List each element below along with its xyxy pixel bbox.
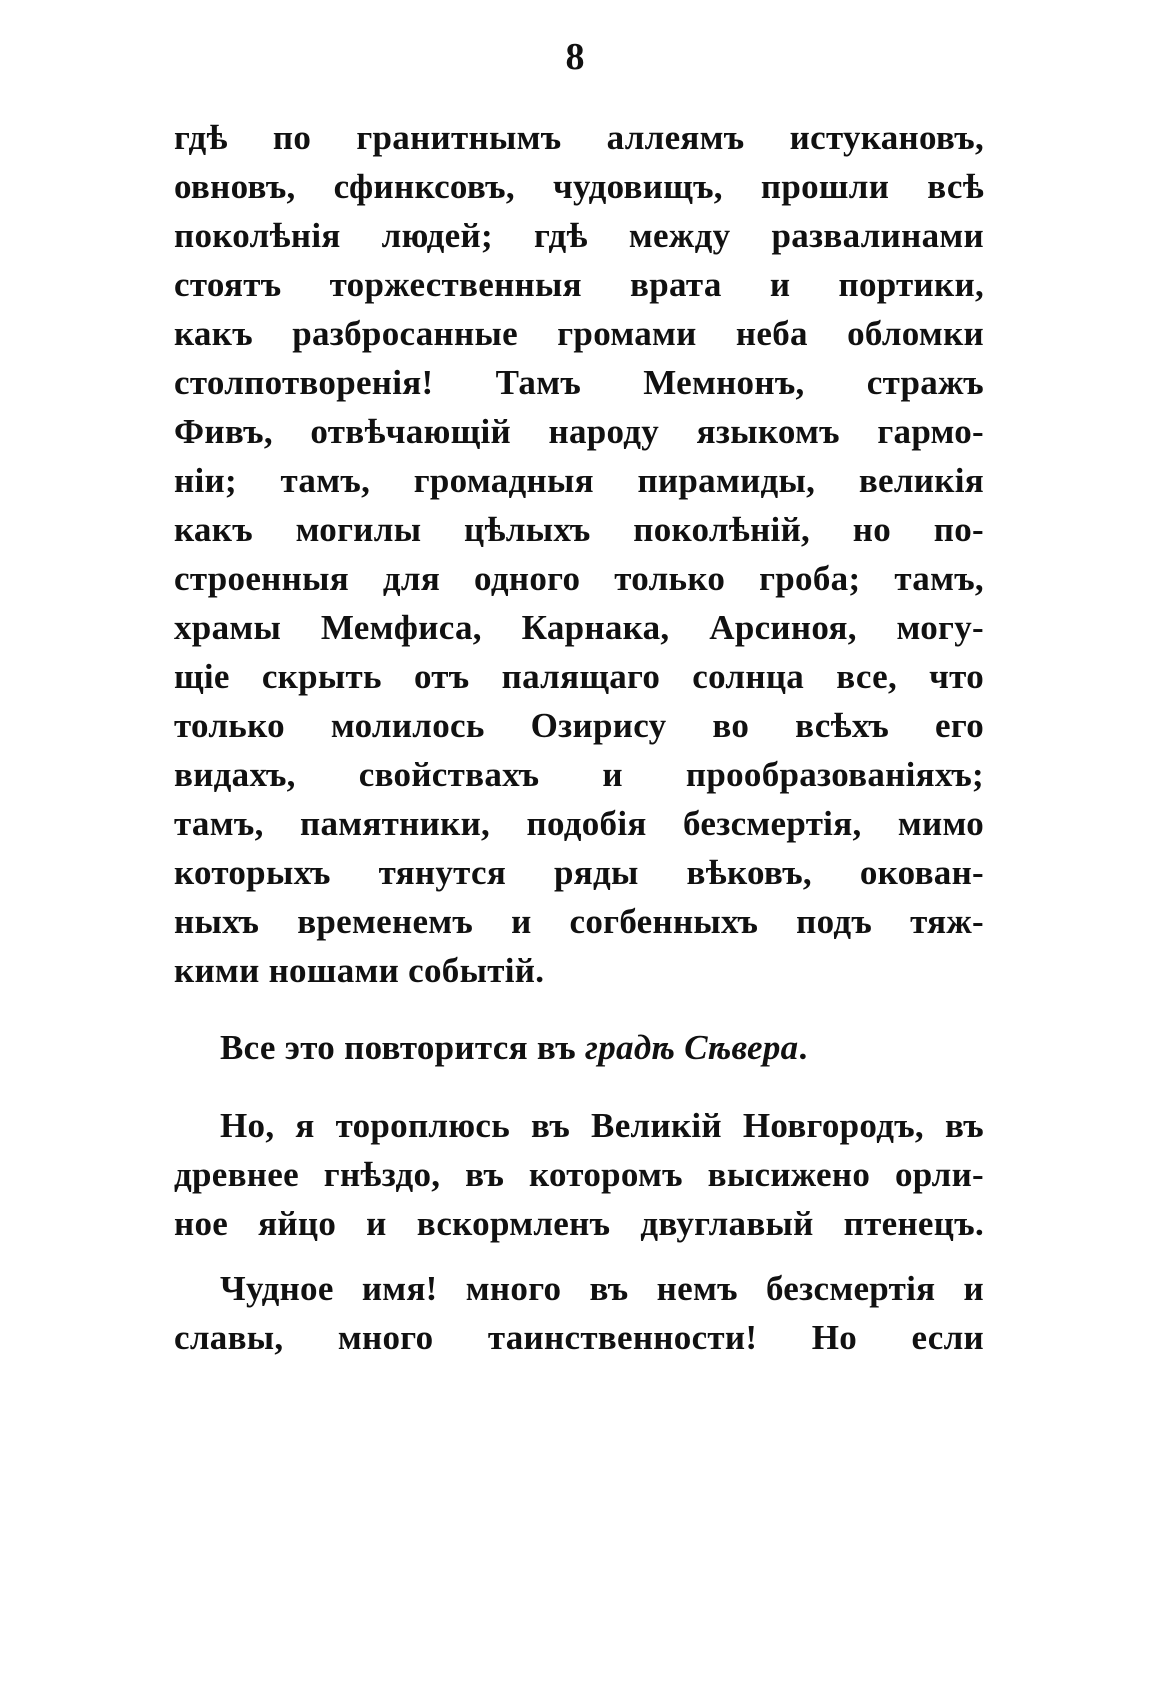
text-line: Фивъ, отвѣчающій народу языкомъ гармо-	[174, 412, 984, 451]
text-line: которыхъ тянутся ряды вѣковъ, окован-	[174, 853, 984, 892]
page-number: 8	[565, 36, 585, 78]
text-line: тамъ, памятники, подобія безсмертія, мимо	[174, 804, 984, 843]
text-line: видахъ, свойствахъ и прообразованіяхъ;	[174, 755, 984, 794]
text-italic: градѣ Сѣвера	[585, 1028, 799, 1067]
text-line: какъ разбросанные громами неба обломки	[174, 314, 984, 353]
text-line: поколѣнія людей; гдѣ между развалинами	[174, 216, 984, 255]
text-line: древнее гнѣздо, въ которомъ высижено орли-	[174, 1155, 984, 1194]
text-line: стоятъ торжественныя врата и портики,	[174, 265, 984, 304]
text-line: только молилось Озирису во всѣхъ его	[174, 706, 984, 745]
text-line: храмы Мемфиса, Карнака, Арсиноя, могу-	[174, 608, 984, 647]
text-line: Чудное имя! много въ немъ безсмертія и	[220, 1269, 984, 1308]
text-regular: .	[798, 1028, 808, 1067]
text-line: щіе скрыть отъ палящаго солнца все, что	[174, 657, 984, 696]
text-regular: Все это повторится въ	[220, 1028, 586, 1067]
text-line: ныхъ временемъ и согбенныхъ подъ тяж-	[174, 902, 984, 941]
text-line: гдѣ по гранитнымъ аллеямъ истукановъ,	[174, 118, 984, 157]
text-line: строенныя для одного только гроба; тамъ,	[174, 559, 984, 598]
text-line: ніи; тамъ, громадныя пирамиды, великія	[174, 461, 984, 500]
text-line: славы, много таинственности! Но если	[174, 1318, 984, 1357]
text-line: какъ могилы цѣлыхъ поколѣній, но по-	[174, 510, 984, 549]
text-line: овновъ, сфинксовъ, чудовищъ, прошли всѣ	[174, 167, 984, 206]
text-line: Но, я тороплюсь въ Великій Новгородъ, въ	[220, 1106, 984, 1145]
text-line: кими ношами событій.	[174, 951, 545, 990]
text-line: ное яйцо и вскормленъ двуглавый птенецъ.	[174, 1204, 984, 1243]
text-line: столпотворенія! Тамъ Мемнонъ, стражъ	[174, 363, 984, 402]
text-line	[220, 1030, 984, 1065]
